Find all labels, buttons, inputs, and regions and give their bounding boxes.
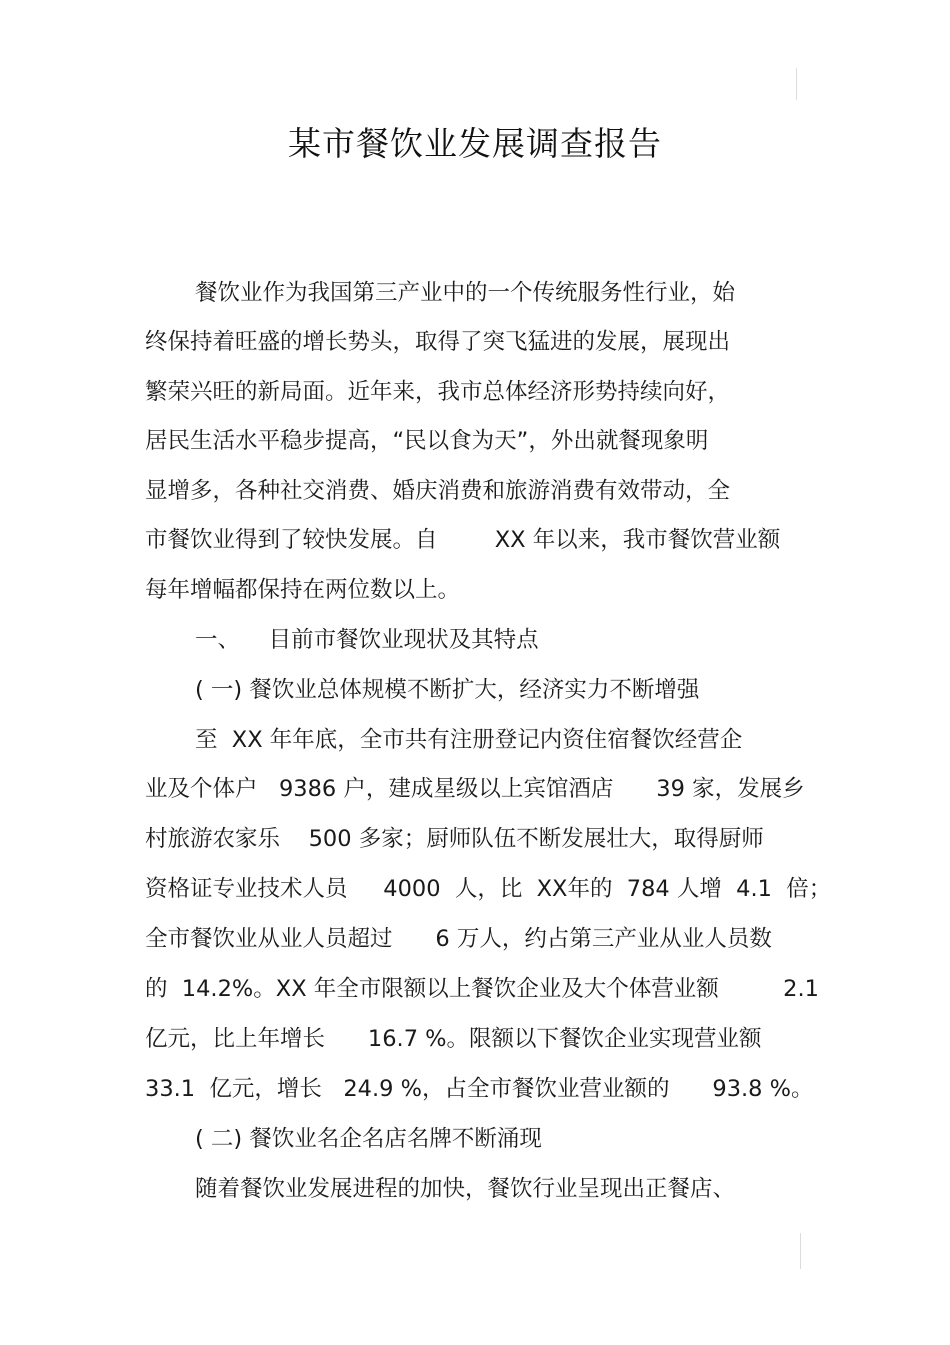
paragraph-line: 33.1 亿元，增长 24.9 %，占全市餐饮业营业额的 93.8 %。 bbox=[145, 1076, 814, 1102]
paragraph-line: 显增多，各种社交消费、婚庆消费和旅游消费有效带动，全 bbox=[145, 478, 731, 504]
paragraph-line: 市餐饮业得到了较快发展。自 XX 年以来，我市餐饮营业额 bbox=[145, 527, 781, 553]
paragraph-line: 居民生活水平稳步提高，“民以食为天”，外出就餐现象明 bbox=[145, 428, 709, 454]
paragraph-line: 随着餐饮业发展进程的加快，餐饮行业呈现出正餐店、 bbox=[195, 1176, 736, 1202]
paragraph-line: 繁荣兴旺的新局面。近年来，我市总体经济形势持续向好， bbox=[145, 379, 731, 405]
paragraph-line: 资格证专业技术人员 4000 人，比 XX年的 784 人增 4.1 倍； bbox=[145, 876, 832, 902]
paragraph-line: 亿元，比上年增长 16.7 %。限额以下餐饮企业实现营业额 bbox=[145, 1026, 762, 1052]
bottom-right-margin-mark bbox=[800, 1233, 801, 1269]
paragraph-line: 至 XX 年年底，全市共有注册登记内资住宿餐饮经营企 bbox=[195, 727, 743, 753]
paragraph-line: 终保持着旺盛的增长势头，取得了突飞猛进的发展，展现出 bbox=[145, 329, 731, 355]
top-right-margin-mark bbox=[796, 68, 797, 100]
subsection-heading: ( 一) 餐饮业总体规模不断扩大，经济实力不断增强 bbox=[195, 677, 700, 703]
paragraph-line: 村旅游农家乐 500 多家；厨师队伍不断发展壮大，取得厨师 bbox=[145, 826, 764, 852]
paragraph-line: 全市餐饮业从业人员超过 6 万人，约占第三产业从业人员数 bbox=[145, 926, 772, 952]
document-title: 某市餐饮业发展调查报告 bbox=[288, 124, 662, 163]
paragraph-line: 每年增幅都保持在两位数以上。 bbox=[145, 577, 461, 603]
paragraph-line: 业及个体户 9386 户，建成星级以上宾馆酒店 39 家，发展乡 bbox=[145, 776, 805, 802]
subsection-heading: ( 二) 餐饮业名企名店名牌不断涌现 bbox=[195, 1126, 542, 1152]
section-heading: 一、 目前市餐饮业现状及其特点 bbox=[195, 627, 539, 653]
paragraph-line: 餐饮业作为我国第三产业中的一个传统服务性行业，始 bbox=[195, 280, 736, 306]
paragraph-line: 的 14.2%。XX 年全市限额以上餐饮企业及大个体营业额 2.1 bbox=[145, 976, 819, 1002]
